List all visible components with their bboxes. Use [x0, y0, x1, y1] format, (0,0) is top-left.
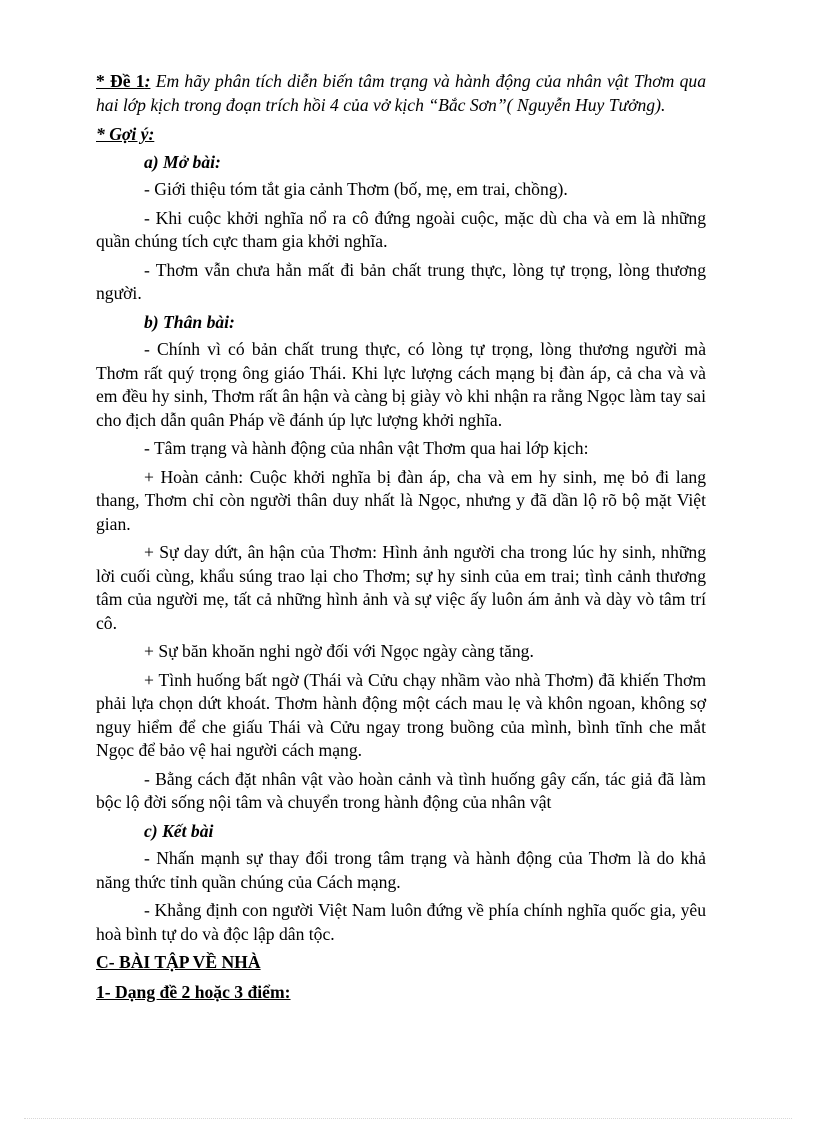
assignment-label-text: * Đề 1 [96, 71, 145, 91]
intro-paragraph-3: - Thơm vẫn chưa hẳn mất đi bản chất trung thực, lòng tự trọng, lòng thương người. [96, 259, 706, 303]
hint-heading [96, 123, 706, 147]
section-1-heading: 1- Dạng đề 2 hoặc 3 điểm: [96, 981, 291, 1002]
section-c-heading: C- BÀI TẬP VỀ NHÀ [96, 952, 261, 972]
assignment-label [96, 71, 150, 91]
document-page [96, 70, 706, 1010]
page-bottom-divider [24, 1118, 792, 1119]
intro-paragraph-2: - Khi cuộc khởi nghĩa nổ ra cô đứng ngoài cuộc, mặc dù cha và em là những quần chúng tích cực tham gia khởi nghĩa. [96, 207, 706, 251]
body-paragraph-2: - Tâm trạng và hành động của nhân vật Thơm qua hai lớp kịch: [144, 438, 589, 458]
conclusion-paragraph-1: - Nhấn mạnh sự thay đổi trong tâm trạng và hành động của Thơm là do khả năng thức tỉnh quần chúng của Cách mạng. [96, 848, 706, 892]
conclusion-heading [96, 820, 706, 844]
assignment-text: Em hãy phân tích diễn biến tâm trạng và hành động của nhân vật Thơm qua hai lớp kịch trong đoạn trích hồi 4 của vở kịch “Bắc Sơn”( Nguyễn Huy Tưởng). [96, 71, 707, 115]
assignment-prompt [96, 70, 706, 117]
body-paragraph-6: + Tình huống bất ngờ (Thái và Cửu chạy nhầm vào nhà Thơm) đã khiến Thơm phải lựa chọn dứt khoát. Thơm hành động một cách mau lẹ và khôn ngoan, không sợ nguy hiểm để che giấu Thái và Cửu ngay trong buồng của mình, bình tĩnh che mắt Ngọc để bảo vệ hai người cách mạng. [96, 669, 706, 760]
body-heading [96, 311, 706, 335]
conclusion-heading-text: c) Kết bài [144, 820, 214, 841]
conclusion-paragraph-2: - Khẳng định con người Việt Nam luôn đứng về phía chính nghĩa quốc gia, yêu hoà bình tự do và độc lập dân tộc. [96, 900, 706, 944]
body-paragraph-3: + Hoàn cảnh: Cuộc khởi nghĩa bị đàn áp, cha và em hy sinh, mẹ bỏ đi lang thang, Thơm chỉ còn người thân duy nhất là Ngọc, nhưng y đã dần lộ rõ bộ mặt Việt gian. [96, 466, 706, 534]
assignment-label-colon: : [144, 71, 151, 91]
intro-heading [96, 151, 706, 175]
body-heading-text: b) Thân bài: [144, 311, 235, 332]
intro-heading-text: a) Mở bài: [144, 151, 221, 172]
body-paragraph-4: + Sự day dứt, ân hận của Thơm: Hình ảnh người cha trong lúc hy sinh, những lời cuối cùng, khẩu súng trao lại cho Thơm; sự hy sinh của em trai; tình cảnh thương tâm của người mẹ, tất cả những hình ảnh và sự việc ấy luôn ám ảnh và dày vò tâm trí cô. [96, 542, 706, 633]
body-paragraph-5: + Sự băn khoăn nghi ngờ đối với Ngọc ngày càng tăng. [144, 641, 534, 661]
body-paragraph-7: - Bằng cách đặt nhân vật vào hoàn cảnh và tình huống gây cấn, tác giả đã làm bộc lộ đời sống nội tâm và chuyển trong hành động của nhân vật [96, 768, 706, 812]
intro-paragraph-1: - Giới thiệu tóm tắt gia cảnh Thơm (bố, mẹ, em trai, chồng). [144, 179, 568, 199]
body-paragraph-1: - Chính vì có bản chất trung thực, có lòng tự trọng, lòng thương người mà Thơm rất quý trọng ông giáo Thái. Khi lực lượng cách mạng bị đàn áp, cả cha và và em đều hy sinh, Thơm rất ân hận và càng bị giày vò khi nhận ra rằng Ngọc làm tay sai cho địch dẫn quân Pháp về đánh úp lực lượng khởi nghĩa. [96, 339, 706, 430]
hint-heading-text: * Gợi ý: [96, 124, 155, 144]
